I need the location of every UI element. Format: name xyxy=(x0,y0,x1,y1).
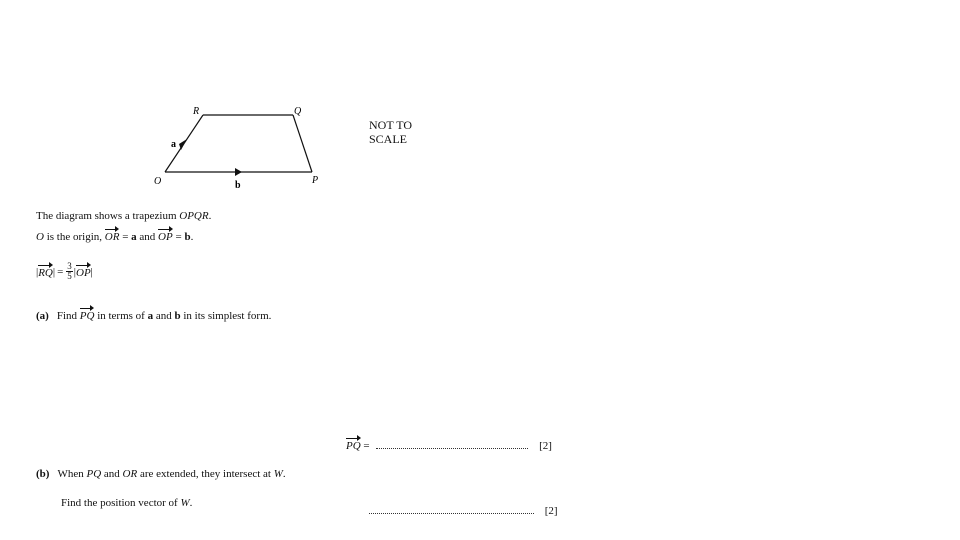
vector-RQ: RQ xyxy=(38,264,53,280)
part-b-and: and xyxy=(101,468,123,480)
arrow-OP xyxy=(235,168,242,176)
fraction-numerator: 3 xyxy=(67,261,72,271)
part-b-PQ: PQ xyxy=(86,468,102,480)
intro-text: The diagram shows a trapezium xyxy=(36,210,180,222)
side-PQ xyxy=(293,115,312,172)
part-b-line2-text: Find the position vector of xyxy=(61,497,181,509)
part-a-answer-line xyxy=(346,437,552,453)
part-a-a: a xyxy=(147,310,154,322)
vector-OP: OP xyxy=(158,228,173,244)
label-O: O xyxy=(154,176,162,187)
part-b-line2-period: . xyxy=(189,497,193,509)
part-b-instruction xyxy=(61,496,192,510)
label-R: R xyxy=(193,106,200,117)
part-b-text-1: When xyxy=(57,468,87,480)
part-a-marks: [2] xyxy=(539,440,552,452)
trapezium-diagram xyxy=(140,100,340,200)
abs-bar-left-1: | xyxy=(36,265,39,278)
intro-line-1 xyxy=(36,209,211,223)
part-b-text-2: are extended, they intersect at xyxy=(137,468,274,480)
part-a-text-1: Find xyxy=(56,310,80,322)
part-a-question xyxy=(36,307,271,323)
origin-O: O xyxy=(36,231,44,243)
label-P: P xyxy=(312,175,319,186)
intro-period: . xyxy=(208,210,212,222)
label-Q: Q xyxy=(294,106,302,117)
abs-bar-right-1: | xyxy=(52,265,56,278)
answer-field-b[interactable] xyxy=(369,513,534,514)
intro-line-2 xyxy=(36,228,193,244)
ratio-equation xyxy=(36,262,93,281)
abs-bar-right-2: | xyxy=(90,265,93,278)
note-line-2: SCALE xyxy=(369,132,408,146)
answer-vector-PQ: PQ xyxy=(346,437,361,453)
part-b-label: (b) xyxy=(36,468,50,480)
not-to-scale-note xyxy=(369,118,412,146)
and-word: and xyxy=(136,231,159,243)
note-line-1: NOT TO xyxy=(369,118,413,132)
part-a-text-2: in terms of xyxy=(94,310,148,322)
vector-b: b xyxy=(184,231,191,243)
part-b-OR: OR xyxy=(122,468,138,480)
shape-name: OPQR xyxy=(179,210,209,222)
equals: = xyxy=(119,231,132,243)
vector-a: a xyxy=(131,231,137,243)
answer-equals: = xyxy=(360,440,373,452)
answer-field-a[interactable] xyxy=(376,448,528,449)
part-a-and: and xyxy=(153,310,175,322)
part-b-W: W xyxy=(273,468,283,480)
vector-OP-ratio: OP xyxy=(76,264,91,280)
fraction-3-5 xyxy=(66,262,73,281)
ratio-equals: = xyxy=(57,265,64,278)
label-b: b xyxy=(235,180,241,191)
part-b-period: . xyxy=(282,468,286,480)
part-b-answer-line xyxy=(369,504,558,518)
fraction-denominator: 5 xyxy=(67,271,72,281)
part-a-text-3: in its simplest form. xyxy=(180,310,272,322)
vector-OR: OR xyxy=(105,228,120,244)
equals-2: = xyxy=(172,231,185,243)
period: . xyxy=(190,231,194,243)
part-b-line2-W: W xyxy=(180,497,190,509)
part-b-question xyxy=(36,467,286,481)
abs-bar-left-2: | xyxy=(73,265,76,278)
part-a-b: b xyxy=(174,310,181,322)
label-a: a xyxy=(171,139,176,150)
origin-text: is the origin, xyxy=(43,231,105,243)
part-a-label: (a) xyxy=(36,310,49,322)
part-b-marks: [2] xyxy=(544,505,558,517)
vector-PQ: PQ xyxy=(80,307,95,323)
